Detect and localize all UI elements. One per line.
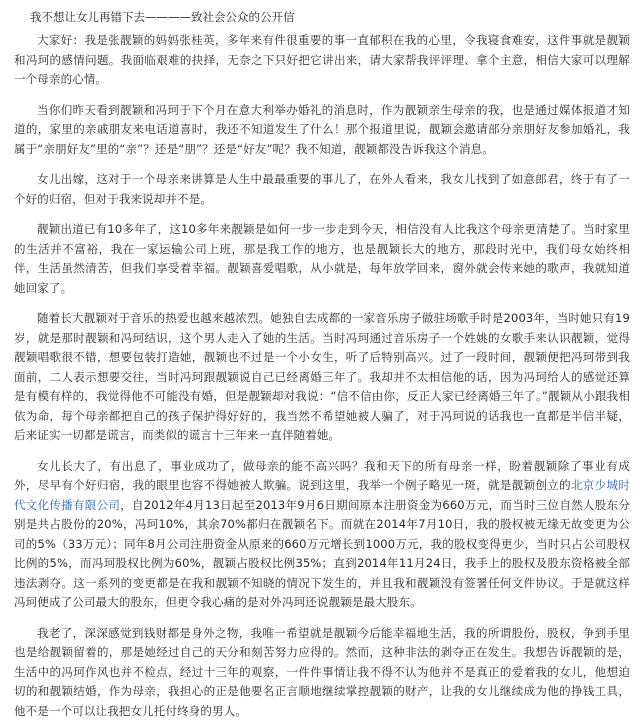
paragraph-marriage: 女儿出嫁，这对于一个母亲来讲算是人生中最最重要的事儿了，在外人看来，我女儿找到了如意郎君，终于有了一个好的归宿，但对于我来说却并不是。 xyxy=(14,170,630,209)
paragraph-greeting: 大家好：我是张靓颖的妈妈张桂英，多年来有件很重要的事一直郁积在我的心里，令我寝食难安，这件事就是靓颖和冯珂的感情问题。我面临艰难的抉择，无奈之下只好把它讲出来，请大家帮我评评理、拿个主意，相信大家可以理解一个母亲的心情。 xyxy=(14,31,630,90)
company-text-before: 女儿长大了，有出息了，事业成功了，做母亲的能不高兴吗？我和天下的所有母亲一样，盼着靓颖除了事业有成外，尽早有个好归宿，我的眼里也容不得她被人欺骗。说到这里，我举一个例子略见一斑，就是靓颖创立的 xyxy=(14,459,630,493)
paragraph-conclusion: 我老了，深深感觉到钱财都是身外之物，我唯一希望就是靓颖今后能幸福地生活，我的所谓股份，股权，争到手里也是给靓颖留着的，那是她经过自己的天分和刻苦努力应得的。然而，这种非法的剥夺正在发生。我想告诉靓颖的是，生活中的冯珂作风也并不检点，经过十三年的观察，一件件事情让我不得不认为他并不是真正的爱着我的女儿，他想迫切的和靓颖结婚，作为母亲，我担心的正是他要名正言顺地继续掌控靓颖的财产，让我的女儿继续成为他的挣钱工具，他不是一个可以让我把女儿托付终身的男人。 xyxy=(14,624,630,721)
paragraph-meeting: 随着长大靓颖对于音乐的热爱也越来越浓烈。她独自去成都的一家音乐房子做驻场歌手时是2003年，当时她只有19岁，就是那时靓颖和冯珂结识，这个男人走入了她的生活。当时冯珂通过音乐房子一个姓姚的女歌手来认识靓颖，觉得靓颖唱歌很不错，想要包装打造她，靓颖也不过是一个小女生，听了后特别高兴。过了一段时间，靓颖便把冯珂带到我面前，二人表示想要交往，当时冯珂跟靓颖说自己已经离婚三年了。我却并不太相信他的话，因为冯珂给人的感觉还算是有模有样的，我觉得他不可能没有婚，但是靓颖却对我说：“信不信由你，反正人家已经离婚三年了。”靓颖从小跟我相依为命，每个母亲都把自己的孩子保护得好好的，我当然不希望她被人骗了，对于冯珂说的话我也一直都是半信半疑，后来证实一切都是谎言，而类似的谎言十三年来一直伴随着她。 xyxy=(14,309,630,446)
paragraph-wedding-news: 当你们昨天看到靓颖和冯珂于下个月在意大利举办婚礼的消息时，作为靓颖亲生母亲的我，也是通过媒体报道才知道的，家里的亲戚朋友来电话道喜时，我还不知道发生了什么！那个报道里说，靓颖会邀请部分亲朋好友参加婚礼，我属于“亲朋好友”里的“亲”？还是“朋”？还是“好友”呢？我不知道，靓颖都没告诉我这个消息。 xyxy=(14,101,630,160)
company-text-after: ，自2012年4月13日起至2013年9月6日期间原本注册资金为660万元，而当时三位自然人股东分别是共占股份的20%，冯珂10%，其余70%都归在靓颖名下。而就在2014年7月10日，我的股权被无缘无故变更为公司的5%（33万元）；同年8月公司注册资金从原来的660万元增长到1000万元，我的股权变得更少，当时只占公司股权比例的5%，而冯珂股权比例为60%，靓颖占股权比例35%；直到2014年11月24日，我手上的股权及股东资格被全部违法剥夺。这一系列的变更都是在我和靓颖不知晓的情况下发生的，并且我和靓颖没有签署任何文件协议。于是就这样冯珂便成了公司最大的股东，但更令我心痛的是对外冯珂还说靓颖是最大股东。 xyxy=(14,498,630,610)
letter-title: 我不想让女儿再错下去————致社会公众的公开信 xyxy=(30,8,630,26)
paragraph-childhood: 靓颖出道已有10多年了，这10多年来靓颖是如何一步一步走到今天，相信没有人比我这个母亲更清楚了。当时家里的生活并不富裕，我在一家运输公司上班，那是我工作的地方，也是靓颖长大的地方，那段时光中，我们母女始终相伴，生活虽然清苦，但我们享受着幸福。靓颖喜爱唱歌，从小就是，每年放学回来，窗外就会传来她的歌声，我就知道她回家了。 xyxy=(14,220,630,298)
company-link[interactable]: 北京少城时代文化传播有限公司 xyxy=(14,478,630,512)
paragraph-company xyxy=(14,457,630,613)
